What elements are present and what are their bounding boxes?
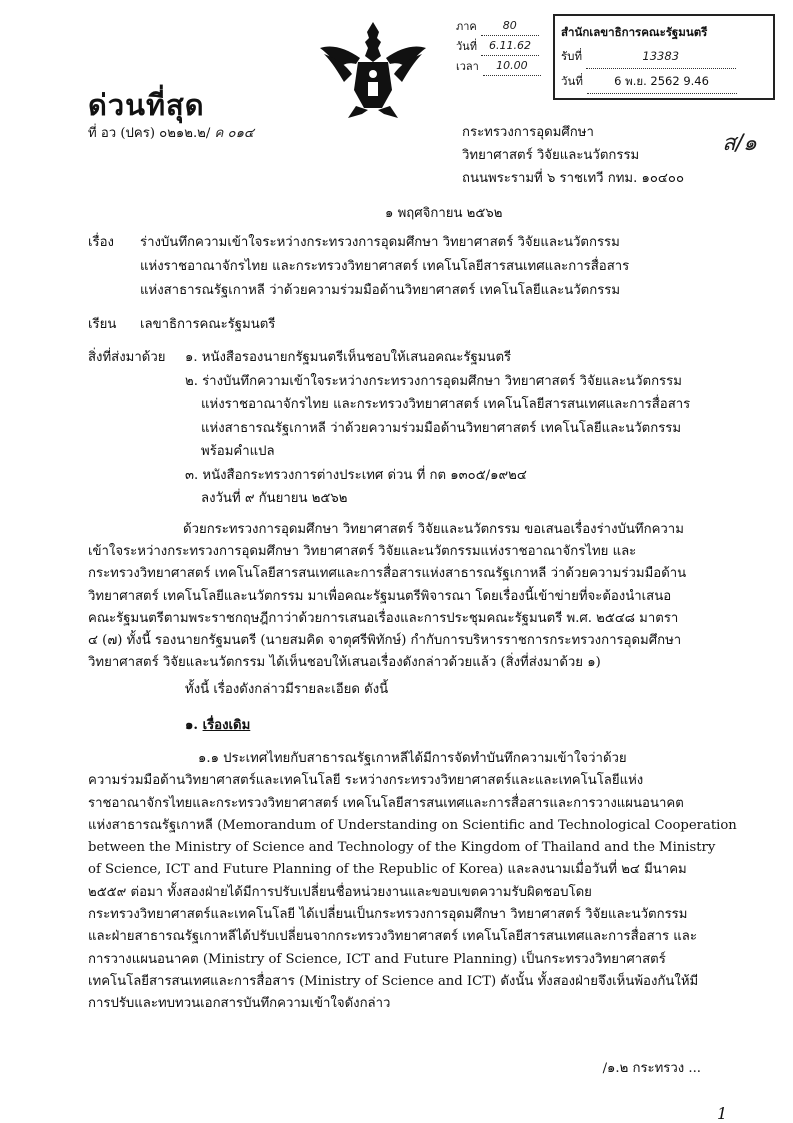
received-row1-value: 80 xyxy=(481,16,539,36)
paragraph-line: ๔ (๗) ทั้งนี้ รองนายกรัฐมนตรี (นายสมคิด จาตุศรีพิทักษ์) กำกับการบริหารราชการกระทรวงการอุดมศึกษา xyxy=(88,632,682,648)
paragraph-line: ด้วยกระทรวงการอุดมศึกษา วิทยาศาสตร์ วิจัยและนวัตกรรม ขอเสนอเรื่องร่างบันทึกความ xyxy=(183,522,684,537)
section-1-body xyxy=(88,749,737,1017)
subject-text xyxy=(140,233,629,305)
subject-line: แห่งราชอาณาจักรไทย และกระทรวงวิทยาศาสตร์ เทคโนโลยีสารสนเทศและการสื่อสาร xyxy=(140,259,630,274)
stamp-recv-value: 13383 xyxy=(586,44,736,69)
section-1-title: เรื่องเดิม xyxy=(202,718,251,733)
doc-number-hand: ค ๐๑๔ xyxy=(214,126,254,141)
body-line: ๒๕๕๙ ต่อมา ทั้งสองฝ่ายได้มีการปรับเปลี่ยนชื่อหน่วยงานและขอบเขตความรับผิดชอบโดย xyxy=(88,884,592,900)
enclosure-item: ๑. หนังสือรองนายกรัฐมนตรีเห็นชอบให้เสนอคณะรัฐมนตรี xyxy=(185,350,512,365)
corner-mark: ส/๑ xyxy=(722,131,757,156)
enclosure-item: ๒. ร่างบันทึกความเข้าใจระหว่างกระทรวงการอุดมศึกษา วิทยาศาสตร์ วิจัยและนวัตกรรม xyxy=(185,373,682,389)
paragraph-line: กระทรวงวิทยาศาสตร์ เทคโนโลยีสารสนเทศและการสื่อสารแห่งสาธารณรัฐเกาหลี ว่าด้วยความร่วมมือด้าน xyxy=(88,566,687,582)
ministry-line: ถนนพระรามที่ ๖ ราชเทวี กทม. ๑๐๔๐๐ xyxy=(462,171,684,186)
stamp-date-value: 6 พ.ย. 2562 9.46 xyxy=(587,69,737,94)
body-line: เทคโนโลยีสารสนเทศและการสื่อสาร (Ministry of Science and ICT) ดังนั้น ทั้งสองฝ่ายจึงเห็นพ้องกันให้มี xyxy=(88,973,699,989)
doc-number-printed: ที่ อว (ปคร) ๐๒๑๒.๒/ xyxy=(88,126,211,141)
stamp-recv-label: รับที่ xyxy=(561,49,583,63)
page-mark: 1 xyxy=(717,1104,728,1123)
paragraph-line: วิทยาศาสตร์ วิจัยและนวัตกรรม ได้เห็นชอบให้เสนอเรื่องดังกล่าวด้วยแล้ว (สิ่งที่ส่งมาด้วย ๑) xyxy=(88,655,601,671)
urgency-title: ด่วนที่สุด xyxy=(88,88,205,122)
letter-date: ๑ พฤศจิกายน ๒๕๖๒ xyxy=(385,206,503,221)
body-line: แห่งสาธารณรัฐเกาหลี (Memorandum of Understanding on Scientific and Technological Cooperation xyxy=(88,817,737,833)
body-line: of Science, ICT and Future Planning of the Republic of Korea) และลงนามเมื่อวันที่ ๒๔ มีนาคม xyxy=(88,862,687,878)
garuda-emblem-icon xyxy=(318,18,428,120)
enclosure-item: แห่งสาธารณรัฐเกาหลี ว่าด้วยความร่วมมือด้านวิทยาศาสตร์ เทคโนโลยีและนวัตกรรม xyxy=(201,420,682,436)
enclosures-list xyxy=(185,348,690,513)
subject-label: เรื่อง xyxy=(88,235,114,250)
body-line: การปรับและทบทวนเอกสารบันทึกความเข้าใจดังกล่าว xyxy=(88,996,391,1012)
paragraph-2: ทั้งนี้ เรื่องดังกล่าวมีรายละเอียด ดังนี้ xyxy=(185,682,389,697)
ministry-address xyxy=(462,123,684,192)
stamp-title: สำนักเลขาธิการคณะรัฐมนตรี xyxy=(561,25,708,39)
body-line: ๑.๑ ประเทศไทยกับสาธารณรัฐเกาหลีได้มีการจัดทำบันทึกความเข้าใจว่าด้วย xyxy=(198,751,627,766)
enclosure-item: ๓. หนังสือกระทรวงการต่างประเทศ ด่วน ที่ กต ๑๓๐๕/๑๙๒๔ xyxy=(185,467,527,483)
paragraph-1 xyxy=(88,520,686,675)
enclosure-item: ลงวันที่ ๙ กันยายน ๒๕๖๒ xyxy=(201,491,348,506)
body-line: และฝ่ายสาธารณรัฐเกาหลีได้ปรับเปลี่ยนจากกระทรวงวิทยาศาสตร์ เทคโนโลยีสารสนเทศและการสื่อสาร และ xyxy=(88,929,697,945)
received-row2-value: 6.11.62 xyxy=(481,36,539,56)
received-row1-label: ภาค xyxy=(456,19,477,33)
paragraph-line: วิทยาศาสตร์ เทคโนโลยีและนวัตกรรม มาเพื่อคณะรัฐมนตรีพิจารณา โดยเรื่องนี้เข้าข่ายที่จะต้องนำเสนอ xyxy=(88,588,672,604)
body-line: การวางแผนอนาคต (Ministry of Science, ICT and Future Planning) เป็นกระทรวงวิทยาศาสตร์ xyxy=(88,951,666,967)
received-box xyxy=(456,16,541,76)
received-row3-label: เวลา xyxy=(456,59,479,73)
ministry-line: วิทยาศาสตร์ วิจัยและนวัตกรรม xyxy=(462,148,640,163)
doc-number xyxy=(88,124,254,144)
body-line: between the Ministry of Science and Technology of the Kingdom of Thailand and the Ministry xyxy=(88,840,716,856)
enclosure-item: พร้อมคำแปล xyxy=(201,444,275,459)
enclosure-item: แห่งราชอาณาจักรไทย และกระทรวงวิทยาศาสตร์ เทคโนโลยีสารสนเทศและการสื่อสาร xyxy=(201,397,691,412)
to-value: เลขาธิการคณะรัฐมนตรี xyxy=(140,317,276,332)
section-1-number: ๑. xyxy=(185,718,198,733)
body-line: ความร่วมมือด้านวิทยาศาสตร์และเทคโนโลยี ระหว่างกระทรวงวิทยาศาสตร์และและเทคโนโลยีแห่ง xyxy=(88,773,644,789)
subject-line: แห่งสาธารณรัฐเกาหลี ว่าด้วยความร่วมมือด้านวิทยาศาสตร์ เทคโนโลยีและนวัตกรรม xyxy=(140,283,621,298)
ministry-line: กระทรวงการอุดมศึกษา xyxy=(462,125,594,140)
received-row3-value: 10.00 xyxy=(483,56,541,76)
to-label: เรียน xyxy=(88,317,117,332)
stamp-date-label: วันที่ xyxy=(561,74,583,88)
paragraph-line: คณะรัฐมนตรีตามพระราชกฤษฎีกาว่าด้วยการเสนอเรื่องและการประชุมคณะรัฐมนตรี พ.ศ. ๒๕๔๘ มาตรา xyxy=(88,610,679,626)
body-line: กระทรวงวิทยาศาสตร์และเทคโนโลยี ได้เปลี่ยนเป็นกระทรวงการอุดมศึกษา วิทยาศาสตร์ วิจัยและนวัตกรรม xyxy=(88,907,688,923)
section-1-heading xyxy=(185,716,250,736)
enclosures-label: สิ่งที่ส่งมาด้วย xyxy=(88,350,166,365)
paragraph-line: เข้าใจระหว่างกระทรวงการอุดมศึกษา วิทยาศาสตร์ วิจัยและนวัตกรรมแห่งราชอาณาจักรไทย และ xyxy=(88,544,637,560)
received-row2-label: วันที่ xyxy=(456,39,477,53)
continuation-marker: /๑.๒ กระทรวง ... xyxy=(602,1061,701,1076)
cabinet-stamp xyxy=(553,14,775,100)
body-line: ราชอาณาจักรไทยและกระทรวงวิทยาศาสตร์ เทคโนโลยีสารสนเทศและการสื่อสารและการวางแผนอนาคต xyxy=(88,795,684,811)
subject-line: ร่างบันทึกความเข้าใจระหว่างกระทรวงการอุดมศึกษา วิทยาศาสตร์ วิจัยและนวัตกรรม xyxy=(140,235,620,250)
